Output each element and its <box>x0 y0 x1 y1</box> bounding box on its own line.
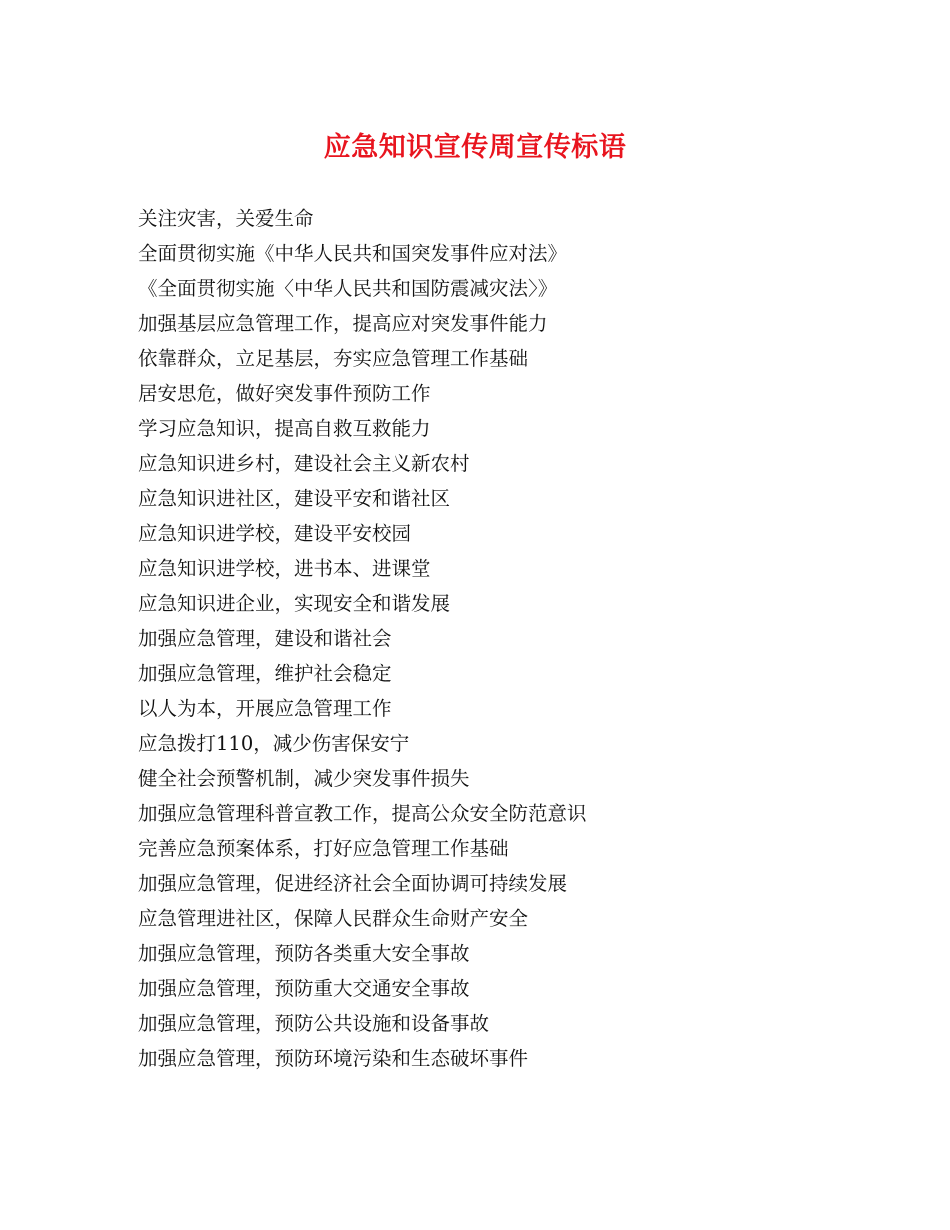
slogan-item: 全面贯彻实施《中华人民共和国突发事件应对法》 <box>138 242 568 265</box>
slogan-item: 应急知识进学校，建设平安校园 <box>138 522 412 545</box>
slogan-item: 加强应急管理科普宣教工作，提高公众安全防范意识 <box>138 802 587 825</box>
slogan-item: 加强应急管理，预防环境污染和生态破坏事件 <box>138 1047 529 1070</box>
slogan-item: 应急管理进社区，保障人民群众生命财产安全 <box>138 907 529 930</box>
document-title: 应急知识宣传周宣传标语 <box>323 132 627 163</box>
slogan-item: 《全面贯彻实施〈中华人民共和国防震减灾法〉》 <box>138 277 558 300</box>
slogan-item: 加强基层应急管理工作，提高应对突发事件能力 <box>138 312 548 335</box>
slogan-item: 应急知识进企业，实现安全和谐发展 <box>138 592 451 615</box>
slogan-item: 健全社会预警机制，减少突发事件损失 <box>138 767 470 790</box>
slogan-item: 完善应急预案体系，打好应急管理工作基础 <box>138 837 509 860</box>
slogan-item: 应急知识进学校，进书本、进课堂 <box>138 557 431 580</box>
slogan-item: 加强应急管理，建设和谐社会 <box>138 627 392 650</box>
slogan-item: 加强应急管理，维护社会稳定 <box>138 662 392 685</box>
slogan-item: 应急拨打110，减少伤害保安宁 <box>138 732 410 755</box>
slogan-item: 应急知识进社区，建设平安和谐社区 <box>138 487 451 510</box>
slogan-item: 加强应急管理，促进经济社会全面协调可持续发展 <box>138 872 568 895</box>
slogan-item: 依靠群众，立足基层，夯实应急管理工作基础 <box>138 347 529 370</box>
slogan-item: 居安思危，做好突发事件预防工作 <box>138 382 431 405</box>
slogan-item: 加强应急管理，预防各类重大安全事故 <box>138 942 470 965</box>
slogan-item: 关注灾害，关爱生命 <box>138 207 314 230</box>
slogan-item: 应急知识进乡村，建设社会主义新农村 <box>138 452 470 475</box>
slogan-item: 学习应急知识，提高自救互救能力 <box>138 417 431 440</box>
slogan-item: 加强应急管理，预防重大交通安全事故 <box>138 977 470 1000</box>
slogan-item: 加强应急管理，预防公共设施和设备事故 <box>138 1012 490 1035</box>
slogan-item: 以人为本，开展应急管理工作 <box>138 697 392 720</box>
slogan-list <box>138 201 898 1076</box>
